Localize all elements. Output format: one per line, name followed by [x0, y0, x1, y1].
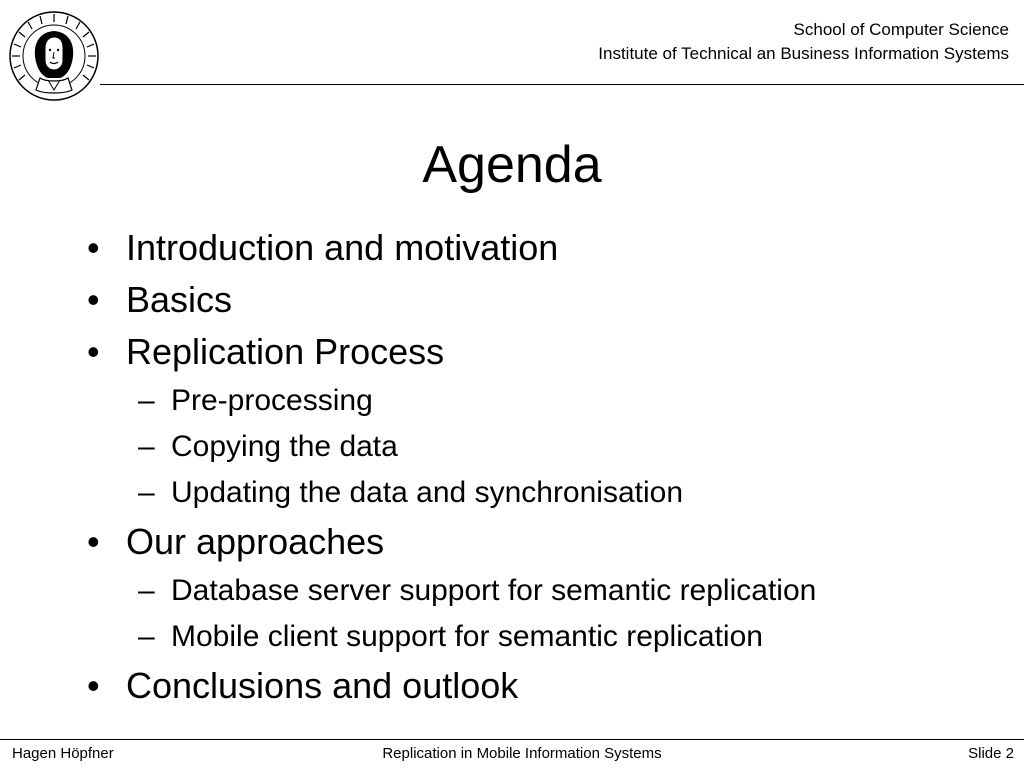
agenda-item	[84, 516, 984, 568]
dash-marker: –	[138, 476, 155, 509]
bullet-marker: •	[87, 521, 100, 562]
university-seal-icon	[8, 10, 100, 102]
agenda-subitem	[84, 470, 984, 516]
agenda-item	[84, 222, 984, 274]
agenda-subitem	[84, 424, 984, 470]
footer-author: Hagen Höpfner	[12, 745, 114, 762]
agenda-item	[84, 274, 984, 326]
agenda-item	[84, 660, 984, 712]
header-institution	[598, 18, 1009, 66]
agenda-item-label: Basics	[126, 279, 233, 320]
footer-divider	[0, 739, 1024, 740]
institute-name: Institute of Technical an Business Information Systems	[598, 44, 1009, 63]
dash-marker: –	[138, 430, 155, 463]
slide-title: Agenda	[422, 136, 602, 194]
dash-marker: –	[138, 384, 155, 417]
footer-talk-title: Replication in Mobile Information Systems	[382, 745, 662, 762]
header-divider	[100, 84, 1024, 85]
agenda-item-label: Introduction and motivation	[126, 227, 559, 268]
agenda-subitem-label: Pre-processing	[171, 384, 373, 417]
agenda-item-label: Our approaches	[126, 521, 385, 562]
bullet-marker: •	[87, 331, 100, 372]
dash-marker: –	[138, 574, 155, 607]
bullet-marker: •	[87, 227, 100, 268]
footer-slide-number: Slide 2	[968, 745, 1014, 762]
dash-marker: –	[138, 620, 155, 653]
agenda-item-label: Replication Process	[126, 331, 445, 372]
bullet-marker: •	[87, 665, 100, 706]
agenda-subitem	[84, 568, 984, 614]
school-name: School of Computer Science	[793, 20, 1009, 39]
agenda-list	[84, 222, 984, 712]
agenda-item	[84, 326, 984, 378]
agenda-subitem-label: Copying the data	[171, 430, 398, 463]
agenda-item-label: Conclusions and outlook	[126, 665, 519, 706]
agenda-subitem-label: Mobile client support for semantic replication	[171, 620, 763, 653]
bullet-marker: •	[87, 279, 100, 320]
agenda-subitem	[84, 614, 984, 660]
agenda-subitem-label: Updating the data and synchronisation	[171, 476, 684, 509]
agenda-subitem-label: Database server support for semantic replication	[171, 574, 817, 607]
agenda-subitem	[84, 378, 984, 424]
